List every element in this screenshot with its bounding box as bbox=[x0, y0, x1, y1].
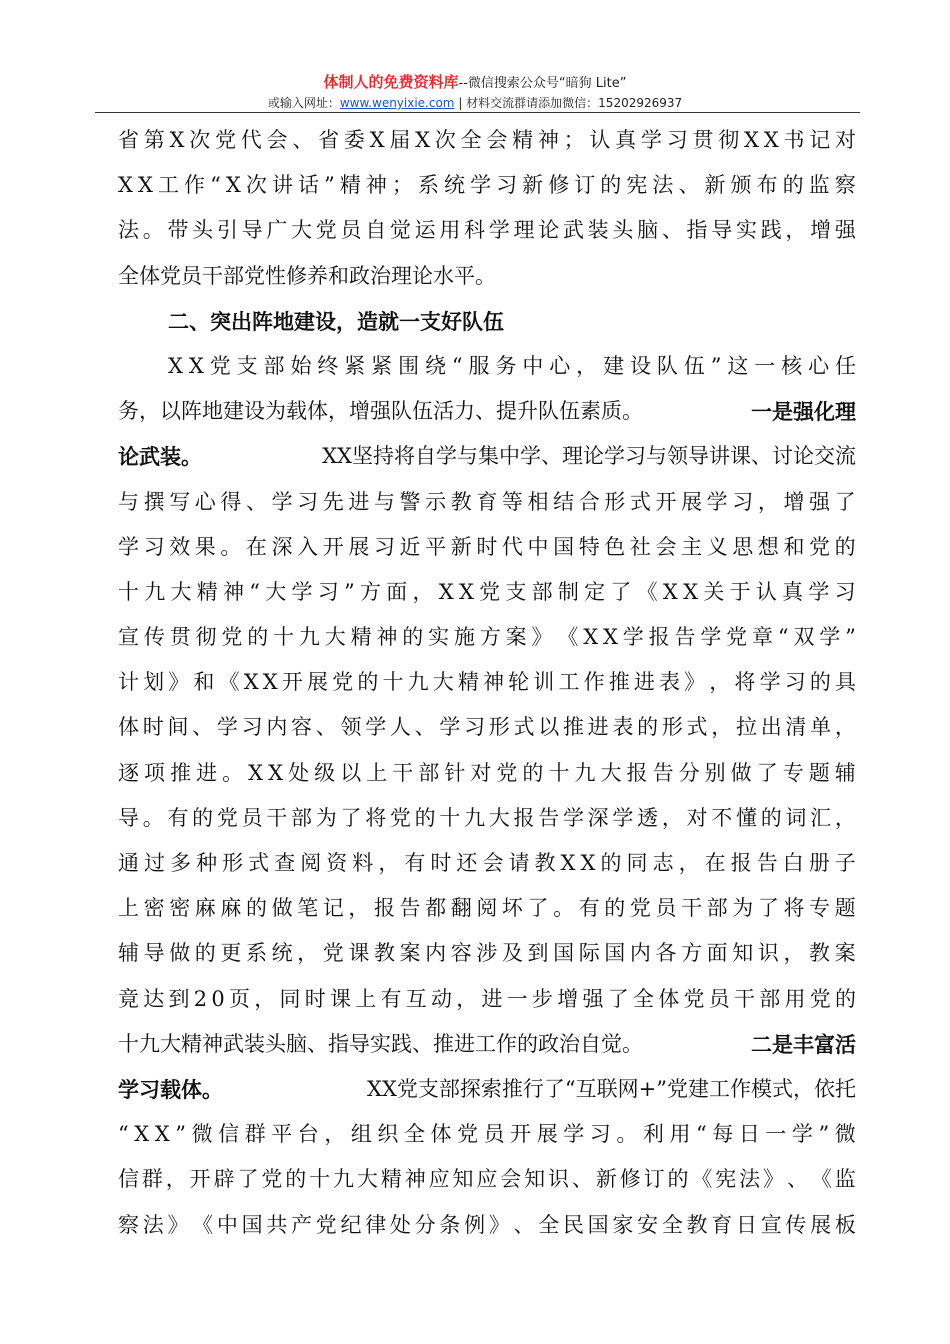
paragraph-segment: 务，以阵地建设为载体，增强队伍活力、提升队伍素质。 bbox=[118, 399, 643, 424]
header-url-prefix: 或输入网址： bbox=[267, 96, 340, 110]
header-line-2 bbox=[0, 94, 950, 112]
header-divider bbox=[95, 112, 860, 113]
paragraph-line: 宣 传 贯 彻 党 的 十 九 大 精 神 的 实 施 方 案 》 《 X X 学 报 告 学 党 章 “ 双 学 ” bbox=[118, 625, 856, 650]
section-heading: 二、突出阵地建设，造就一支好队伍 bbox=[168, 308, 504, 334]
header-brand: 体制人的免费资料库 bbox=[323, 73, 459, 91]
page-header bbox=[0, 72, 950, 112]
paragraph-line: X X 党 支 部 始 终 紧 紧 围 绕 “ 服 务 中 心 ， 建 设 队 伍 ” 这 一 核 心 任 bbox=[168, 353, 856, 378]
paragraph-line: 十 九 大 精 神 “ 大 学 习 ” 方 面 ， X X 党 支 部 制 定 了 《 X X 关 于 认 真 学 习 bbox=[118, 579, 856, 604]
paragraph-line bbox=[118, 1022, 856, 1067]
document-body bbox=[118, 118, 856, 1248]
header-line-1 bbox=[0, 72, 950, 94]
paragraph-line: 上 密 密 麻 麻 的 做 笔 记 ， 报 告 都 翻 阅 坏 了 。 有 的 党 员 干 部 为 了 将 专 题 bbox=[118, 896, 856, 921]
paragraph-line bbox=[118, 389, 856, 434]
paragraph-line: 全体党员干部党性修养和政治理论水平。 bbox=[118, 263, 496, 288]
paragraph-line: 信 群 ， 开 辟 了 党 的 十 九 大 精 神 应 知 应 会 知 识 、 新 修 订 的 《 宪 法 》 、 《 监 bbox=[118, 1167, 856, 1192]
paragraph-line: 法 。 带 头 引 导 广 大 党 员 自 觉 运 用 科 学 理 论 武 装 头 脑 、 指 导 实 践 ， 增 强 bbox=[118, 218, 856, 243]
paragraph-line bbox=[118, 1067, 856, 1112]
paragraph-segment: 十九大精神武装头脑、指导实践、推进工作的政治自觉。 bbox=[118, 1031, 643, 1056]
paragraph-line: 竟 达 到 2 0 页 ， 同 时 课 上 有 互 动 ， 进 一 步 增 强 了 全 体 党 员 干 部 用 党 的 bbox=[118, 986, 856, 1011]
paragraph-line: 与 撰 写 心 得 、 学 习 先 进 与 警 示 教 育 等 相 结 合 形 式 开 展 学 习 ， 增 强 了 bbox=[118, 489, 856, 514]
paragraph-segment: XX党支部探索推行了“互联网+”党建工作模式，依托 bbox=[367, 1076, 856, 1101]
header-contact: | 材料交流群请添加微信：15202926937 bbox=[454, 96, 683, 110]
paragraph-line: “ X X ” 微 信 群 平 台 ， 组 织 全 体 党 员 开 展 学 习 。 利 用 “ 每 日 一 学 ” 微 bbox=[118, 1122, 856, 1147]
paragraph-line: 省 第 X 次 党 代 会 、 省 委 X 届 X 次 全 会 精 神 ； 认 真 学 习 贯 彻 X X 书 记 对 bbox=[118, 128, 856, 152]
paragraph-line: 体 时 间 、 学 习 内 容 、 领 学 人 、 学 习 形 式 以 推 进 表 的 形 式 ， 拉 出 清 单 ， bbox=[118, 715, 856, 740]
paragraph-line: 逐 项 推 进 。 X X 处 级 以 上 干 部 针 对 党 的 十 九 大 报 告 分 别 做 了 专 题 辅 bbox=[118, 760, 856, 785]
paragraph-line: 察 法 》 《 中 国 共 产 党 纪 律 处 分 条 例 》 、 全 民 国 家 安 全 教 育 日 宣 传 展 板 bbox=[118, 1212, 856, 1237]
paragraph-line: 导 。 有 的 党 员 干 部 为 了 将 党 的 十 九 大 报 告 学 深 学 透 ， 对 不 懂 的 词 汇 ， bbox=[118, 805, 856, 830]
bold-lead: 一是强化理 bbox=[751, 399, 856, 425]
paragraph-line: 通 过 多 种 形 式 查 阅 资 料 ， 有 时 还 会 请 教 X X 的 同 志 ， 在 报 告 白 册 子 bbox=[118, 851, 856, 875]
bold-lead: 论武装。 bbox=[118, 444, 202, 470]
paragraph-line: 学 习 效 果 。 在 深 入 开 展 习 近 平 新 时 代 中 国 特 色 社 会 主 义 思 想 和 党 的 bbox=[118, 534, 856, 559]
bold-lead: 学习载体。 bbox=[118, 1076, 223, 1102]
header-brand-note: --微信搜索公众号“暗狗 Lite” bbox=[458, 76, 627, 91]
bold-lead: 二是丰富活 bbox=[751, 1031, 856, 1057]
paragraph-line: 计 划 》 和 《 X X 开 展 党 的 十 九 大 精 神 轮 训 工 作 推 进 表 》 ， 将 学 习 的 具 bbox=[118, 670, 856, 695]
paragraph-line: X X 工 作 “ X 次 讲 话 ” 精 神 ； 系 统 学 习 新 修 订 的 宪 法 、 新 颁 布 的 监 察 bbox=[118, 173, 856, 198]
header-url-link[interactable]: www.wenyixie.com bbox=[339, 96, 455, 110]
paragraph-line bbox=[118, 434, 856, 479]
paragraph-segment: XX坚持将自学与集中学、理论学习与领导讲课、讨论交流 bbox=[322, 444, 856, 469]
paragraph-line: 辅 导 做 的 更 系 统 ， 党 课 教 案 内 容 涉 及 到 国 际 国 内 各 方 面 知 识 ， 教 案 bbox=[118, 941, 856, 966]
